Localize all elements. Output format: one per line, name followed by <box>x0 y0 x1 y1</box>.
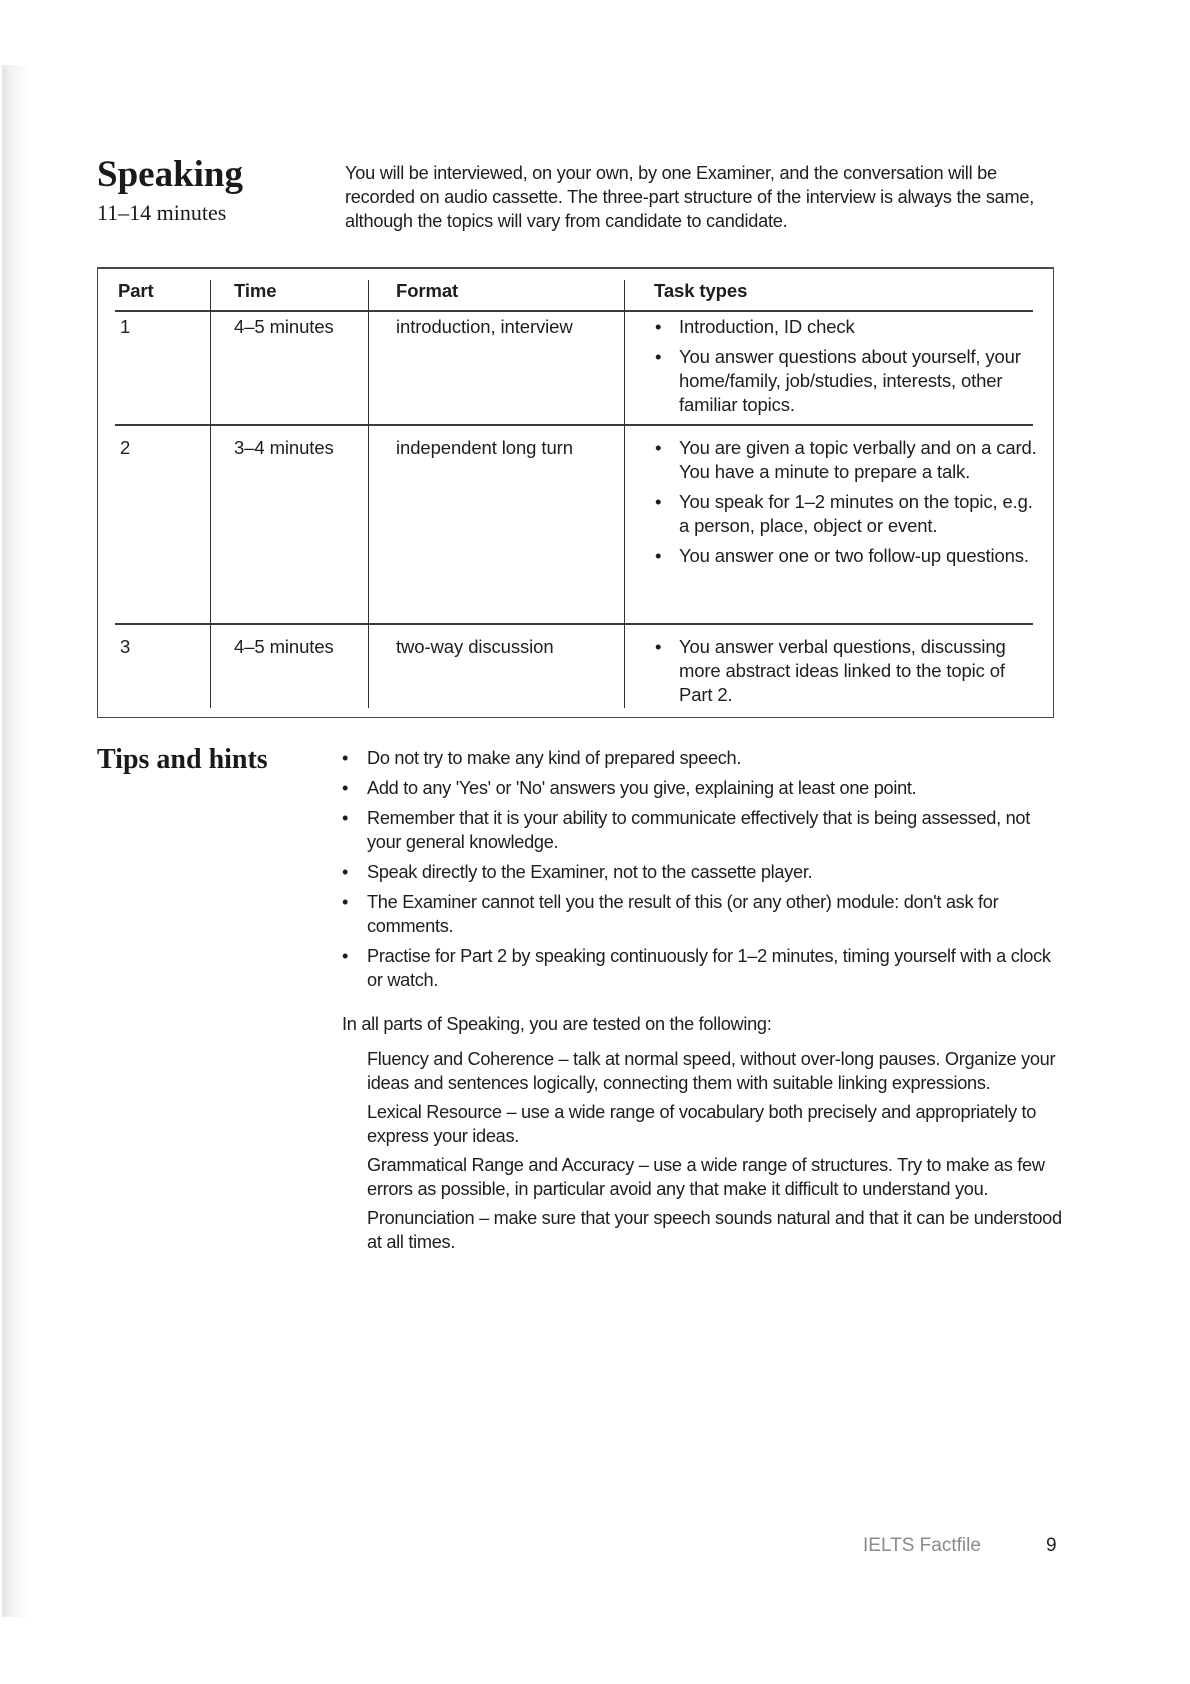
list-item <box>342 944 1062 992</box>
bullet-icon: • <box>655 545 662 566</box>
column-divider <box>624 280 625 708</box>
list-item <box>655 436 1040 484</box>
part-format: independent long turn <box>396 437 573 458</box>
section-title: Speaking <box>97 154 244 195</box>
task-list <box>655 315 1040 423</box>
bullet-icon: • <box>342 946 349 966</box>
list-item <box>655 490 1040 538</box>
task-text: You speak for 1–2 minutes on the topic, e.g. a person, place, object or event. <box>679 491 1033 536</box>
scan-edge-shadow <box>2 65 30 1617</box>
column-header-format: Format <box>396 280 459 301</box>
column-header-part: Part <box>118 280 154 301</box>
part-number: 2 <box>120 437 131 458</box>
list-item <box>655 315 1040 339</box>
footer-book-title: IELTS Factfile <box>863 1535 981 1556</box>
task-text: You are given a topic verbally and on a card. You have a minute to prepare a talk. <box>679 437 1037 482</box>
task-text: You answer questions about yourself, your home/family, job/studies, interests, other familiar topics. <box>679 346 1021 415</box>
row-rule <box>115 623 1033 625</box>
tip-text: Do not try to make any kind of prepared speech. <box>367 748 742 768</box>
part-number: 1 <box>120 316 131 337</box>
assessment-criteria <box>367 1048 1067 1260</box>
bullet-icon: • <box>342 892 349 912</box>
bullet-icon: • <box>342 748 349 768</box>
bullet-icon: • <box>342 862 349 882</box>
list-item <box>342 776 1062 800</box>
column-header-task-types: Task types <box>654 280 748 301</box>
tips-title: Tips and hints <box>97 744 268 775</box>
list-item <box>342 746 1062 770</box>
column-divider <box>210 280 211 708</box>
bullet-icon: • <box>342 778 349 798</box>
task-text: You answer verbal questions, discussing more abstract ideas linked to the topic of Part 2. <box>679 636 1006 705</box>
tip-text: Speak directly to the Examiner, not to the cassette player. <box>367 862 813 882</box>
part-format: two-way discussion <box>396 636 554 657</box>
bullet-icon: • <box>655 437 662 458</box>
part-time: 3–4 minutes <box>234 437 334 458</box>
bullet-icon: • <box>342 808 349 828</box>
task-text: Introduction, ID check <box>679 316 855 337</box>
task-list <box>655 635 1040 713</box>
header-rule <box>115 310 1033 312</box>
section-intro: You will be interviewed, on your own, by one Examiner, and the conversation will be recorded on audio cassette. The three-part structure of the interview is always the same, although the topics will vary from candidate to candidate. <box>345 163 1035 231</box>
tip-text: Add to any 'Yes' or 'No' answers you give, explaining at least one point. <box>367 778 917 798</box>
section-duration: 11–14 minutes <box>97 200 227 225</box>
bullet-icon: • <box>655 316 662 337</box>
bullet-icon: • <box>655 346 662 367</box>
list-item <box>655 635 1040 707</box>
list-item <box>342 860 1062 884</box>
list-item <box>342 890 1062 938</box>
criterion-grammar: Grammatical Range and Accuracy – use a wide range of structures. Try to make as few errors as possible, in particular avoid any that make it difficult to understand you. <box>367 1155 1045 1199</box>
part-time: 4–5 minutes <box>234 316 334 337</box>
part-number: 3 <box>120 636 131 657</box>
criterion-pronunciation: Pronunciation – make sure that your speech sounds natural and that it can be understood at all times. <box>367 1208 1062 1252</box>
bullet-icon: • <box>655 636 662 657</box>
criterion-lexical: Lexical Resource – use a wide range of vocabulary both precisely and appropriately to express your ideas. <box>367 1102 1037 1146</box>
tips-list <box>342 746 1062 998</box>
column-divider <box>368 280 369 708</box>
task-text: You answer one or two follow-up questions. <box>679 545 1029 566</box>
bullet-icon: • <box>655 491 662 512</box>
list-item <box>342 806 1062 854</box>
row-rule <box>115 424 1033 426</box>
tip-text: Remember that it is your ability to communicate effectively that is being assessed, not your general knowledge. <box>367 808 1030 852</box>
assessment-intro: In all parts of Speaking, you are tested on the following: <box>342 1014 772 1034</box>
tip-text: The Examiner cannot tell you the result of this (or any other) module: don't ask for comments. <box>367 892 999 936</box>
criterion-fluency: Fluency and Coherence – talk at normal speed, without over-long pauses. Organize your ideas and sentences logically, connecting them with suitable linking expressions. <box>367 1049 1056 1093</box>
tip-text: Practise for Part 2 by speaking continuously for 1–2 minutes, timing yourself with a clock or watch. <box>367 946 1051 990</box>
page-number: 9 <box>1046 1535 1057 1556</box>
list-item <box>655 544 1040 568</box>
list-item <box>655 345 1040 417</box>
part-time: 4–5 minutes <box>234 636 334 657</box>
part-format: introduction, interview <box>396 316 573 337</box>
task-list <box>655 436 1040 574</box>
column-header-time: Time <box>234 280 277 301</box>
